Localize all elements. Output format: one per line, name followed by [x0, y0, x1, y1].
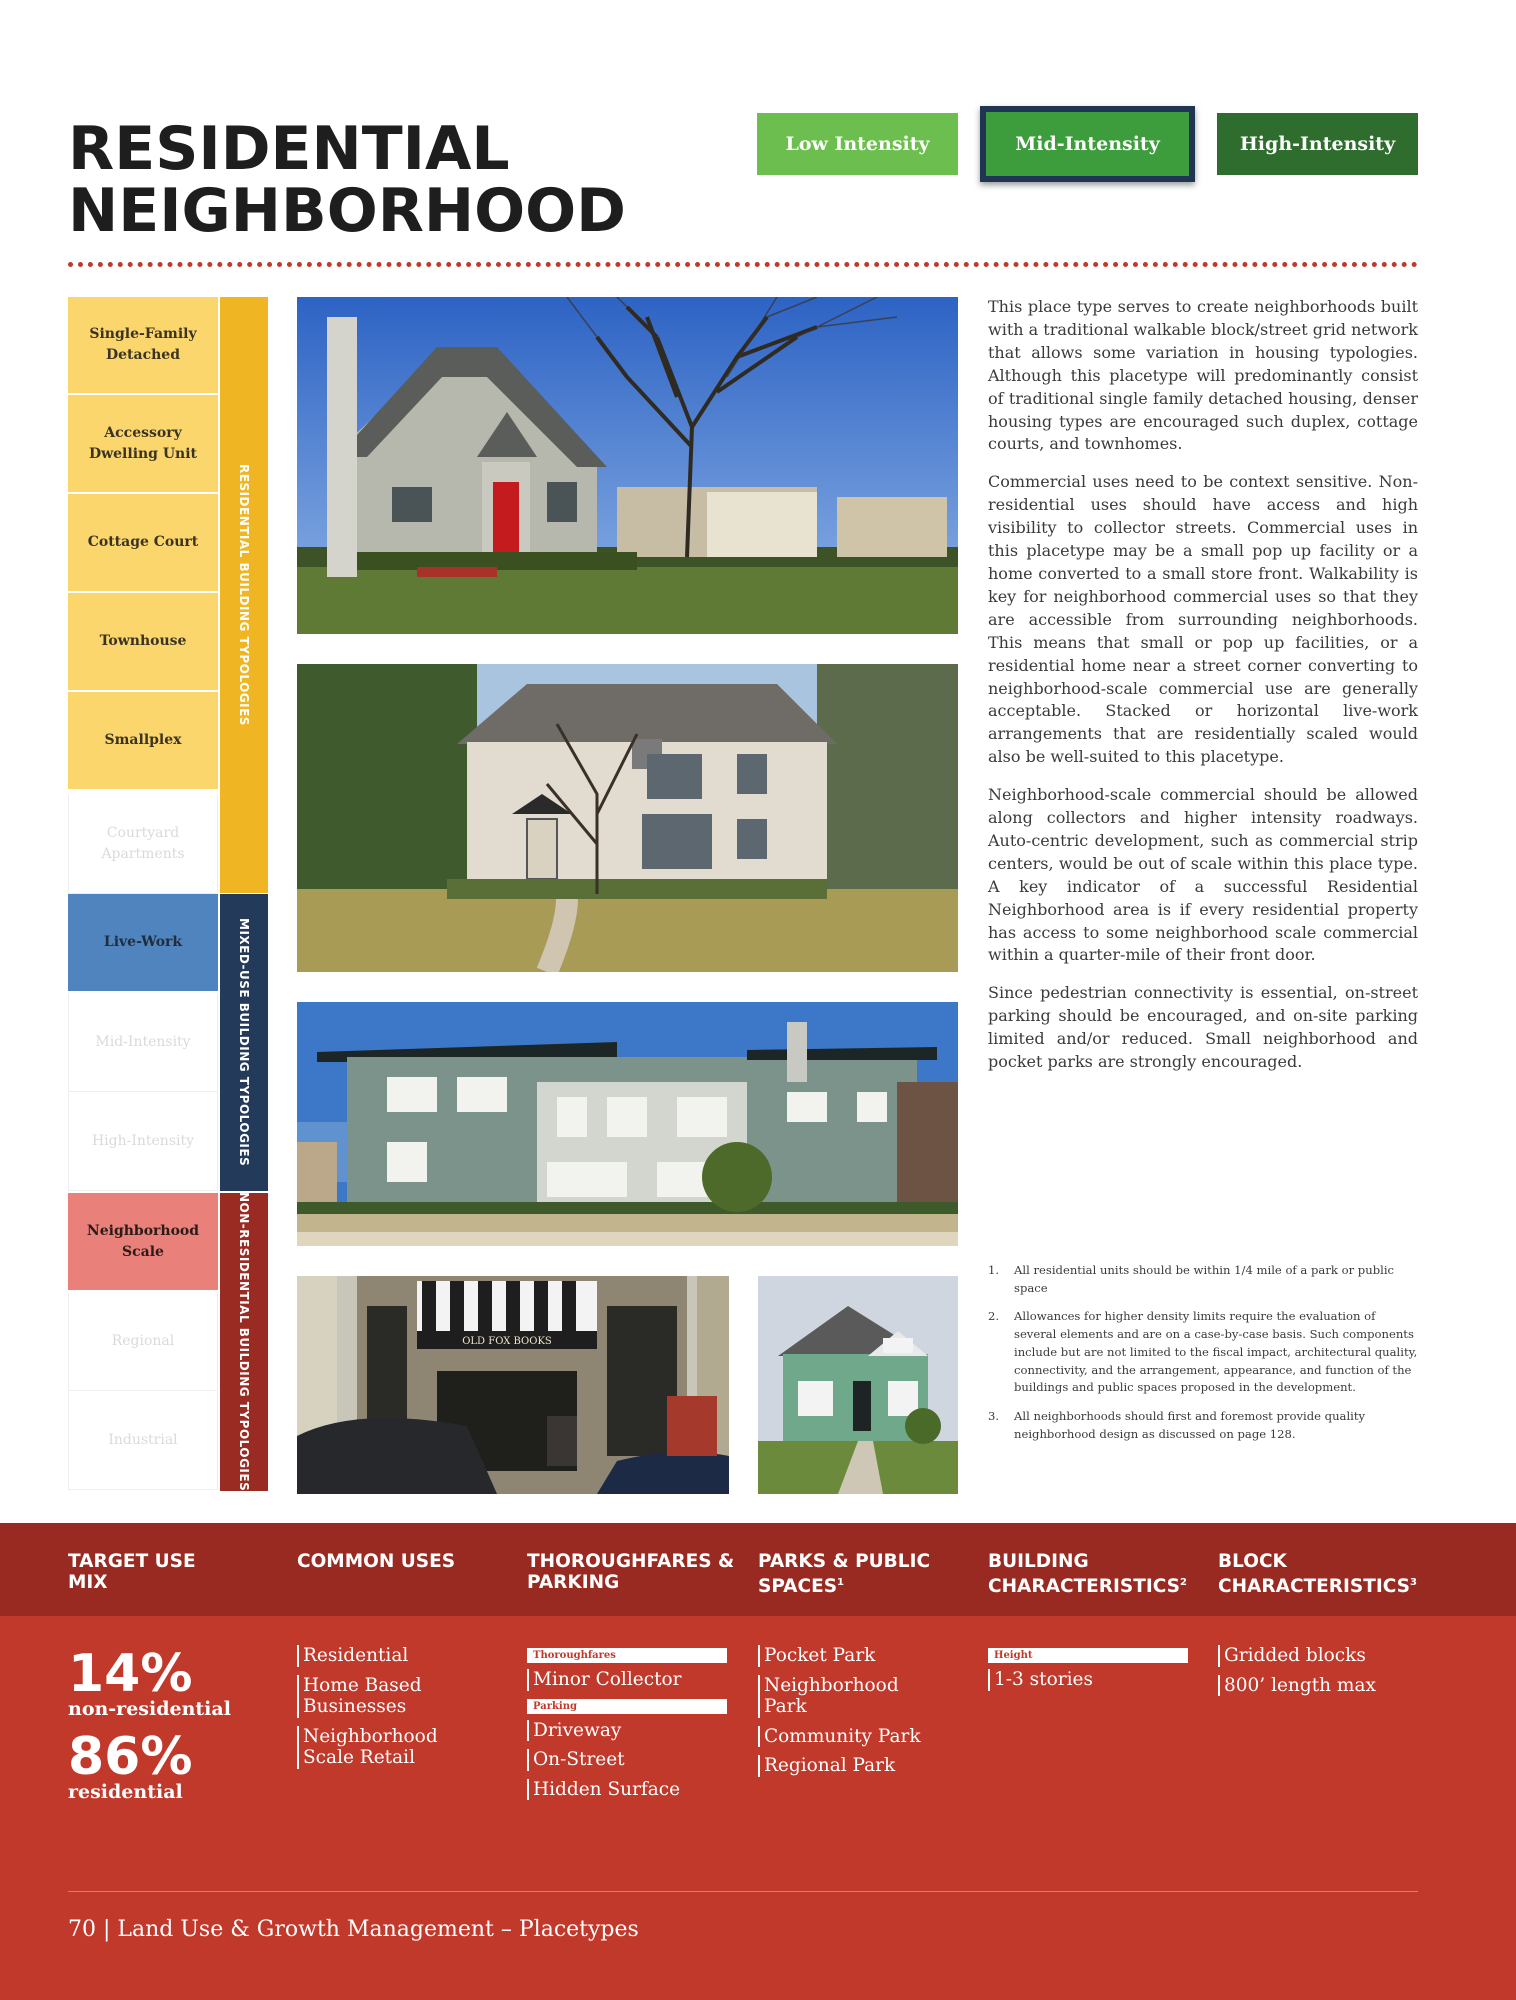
park-item: Regional Park	[758, 1755, 958, 1777]
block-characteristics-heading: BLOCK CHARACTERISTICS$^3$	[1218, 1551, 1417, 1598]
tudor-house-photo	[297, 297, 958, 634]
parks-list	[758, 1645, 958, 1785]
mid-intensity-tab[interactable]: Mid-Intensity	[980, 106, 1195, 182]
height-subheading: Height	[988, 1648, 1188, 1663]
thoroughfares-heading: THOROUGHFARES & PARKING	[527, 1551, 735, 1593]
typology-mid-intensity: Mid-Intensity	[68, 993, 218, 1092]
typology-accessory-dwelling-unit: Accessory Dwelling Unit	[68, 395, 218, 494]
high-intensity-tab[interactable]: High-Intensity	[1217, 113, 1418, 175]
footnote-3: 3. All neighborhoods should first and foremost provide quality neighborhood design as discussed on page 128.	[988, 1408, 1366, 1441]
cottage-photo	[758, 1276, 958, 1494]
page-footer: 70 | Land Use & Growth Management – Placetypes	[68, 1917, 639, 1942]
non-residential-typologies-label: NON-RESIDENTIAL BUILDING TYPOLOGIES	[237, 1192, 251, 1492]
non-residential-typologies-bar	[220, 1193, 268, 1491]
typology-cottage-court: Cottage Court	[68, 494, 218, 593]
mixed-use-typologies-bar	[220, 894, 268, 1191]
paragraph-4: Since pedestrian connectivity is essential, on-street parking should be encouraged, and on-site parking limited and/or reduced. Small neighborhood and pocket parks are strongly encouraged.	[988, 983, 1418, 1072]
title-line-2: NEIGHBORHOOD	[68, 176, 626, 246]
residential-percent: 86%	[68, 1727, 193, 1787]
typology-industrial: Industrial	[68, 1391, 218, 1490]
divider	[68, 262, 1418, 267]
nonresidential-percent: 14%	[68, 1644, 193, 1704]
footnote-2: 2. Allowances for higher density limits require the evaluation of several elements and are on a case-by-case basis. Such components include but are not limited to the fiscal impact, architectural quality, connectivity, and the arrangement, appearance, and function of the buildings and public spaces proposed in the development.	[988, 1309, 1418, 1395]
paragraph-2: Commercial uses need to be context sensitive. Non-residential uses should have access and high visibility to collector streets. Commercial uses in this placetype may be a small pop up facility or a home converted to a small store front. Walkability is key for neighborhood commercial uses so that they are accessible from surrounding neighborhoods. This means that small or pop up facilities, or a residential home near a street corner converting to neighborhood-scale commercial use are generally acceptable. Stacked or horizontal live-work arrangements that are residentially scaled would also be well-suited to this placetype.	[988, 472, 1418, 767]
footnote-1: 1. All residential units should be within 1/4 mile of a park or public space	[988, 1263, 1395, 1295]
park-item: Pocket Park	[758, 1645, 958, 1667]
typology-smallplex: Smallplex	[68, 692, 218, 791]
typology-regional: Regional	[68, 1292, 218, 1391]
nonresidential-label: non-residential	[68, 1698, 231, 1720]
parking-item: On-Street	[527, 1749, 727, 1771]
page-title	[68, 114, 626, 246]
low-intensity-tab[interactable]: Low Intensity	[757, 113, 958, 175]
thoroughfare-item: Minor Collector	[527, 1669, 727, 1691]
paragraph-1: This place type serves to create neighborhoods built with a traditional walkable block/street grid network that allows some variation in housing typologies. Although this placetype will predominantly consist of traditional single family detached housing, denser housing types are encouraged such duplex, cottage courts, and townhomes.	[988, 297, 1418, 454]
target-use-mix-heading: TARGET USE MIX	[68, 1551, 196, 1593]
store-sign: OLD FOX BOOKS	[462, 1336, 552, 1347]
typology-townhouse: Townhouse	[68, 593, 218, 692]
building-characteristics-heading: BUILDING CHARACTERISTICS$^2$	[988, 1551, 1187, 1598]
paragraph-3: Neighborhood-scale commercial should be allowed along collectors and higher intensity roadways. Auto-centric development, such as commercial strip centers, would be out of scale within this place type. A key indicator of a successful Residential Neighborhood area is if every residential property has access to some neighborhood scale commercial within a quarter-mile of their front door.	[988, 785, 1418, 965]
building-characteristics-list	[988, 1642, 1188, 1699]
parking-subheading: Parking	[527, 1699, 727, 1714]
thoroughfares-list	[527, 1642, 727, 1808]
residential-typologies-bar	[220, 297, 268, 893]
typology-neighborhood-scale: Neighborhood Scale	[68, 1193, 218, 1292]
parks-heading: PARKS & PUBLIC SPACES$^1$	[758, 1551, 931, 1598]
residential-label: residential	[68, 1781, 183, 1803]
common-uses-list	[297, 1645, 477, 1777]
parking-item: Driveway	[527, 1720, 727, 1742]
typology-courtyard-apartments: Courtyard Apartments	[68, 795, 218, 894]
title-line-1: RESIDENTIAL	[68, 114, 510, 184]
building-item: 1-3 stories	[988, 1669, 1188, 1691]
common-use-item: Neighborhood Scale Retail	[297, 1726, 477, 1769]
parking-item: Hidden Surface	[527, 1779, 727, 1801]
mixed-use-typologies-label: MIXED-USE BUILDING TYPOLOGIES	[237, 918, 251, 1167]
typology-high-intensity: High-Intensity	[68, 1092, 218, 1191]
typology-single-family-detached: Single-Family Detached	[68, 297, 218, 395]
common-uses-heading: COMMON USES	[297, 1551, 456, 1572]
block-item: Gridded blocks	[1218, 1645, 1418, 1667]
common-use-item: Residential	[297, 1645, 477, 1667]
thoroughfares-subheading: Thoroughfares	[527, 1648, 727, 1663]
footnotes	[988, 1262, 1418, 1454]
common-use-item: Home Based Businesses	[297, 1675, 477, 1718]
block-characteristics-list	[1218, 1645, 1418, 1704]
two-story-house-photo	[297, 664, 958, 972]
park-item: Neighborhood Park	[758, 1675, 894, 1718]
body-text	[988, 296, 1418, 1089]
townhomes-photo	[297, 1002, 958, 1246]
park-item: Community Park	[758, 1726, 958, 1748]
typology-live-work: Live-Work	[68, 894, 218, 993]
residential-typologies-label: RESIDENTIAL BUILDING TYPOLOGIES	[237, 464, 251, 726]
footer-divider	[68, 1891, 1418, 1892]
storefront-photo	[297, 1276, 729, 1494]
block-item: 800’ length max	[1218, 1675, 1418, 1697]
